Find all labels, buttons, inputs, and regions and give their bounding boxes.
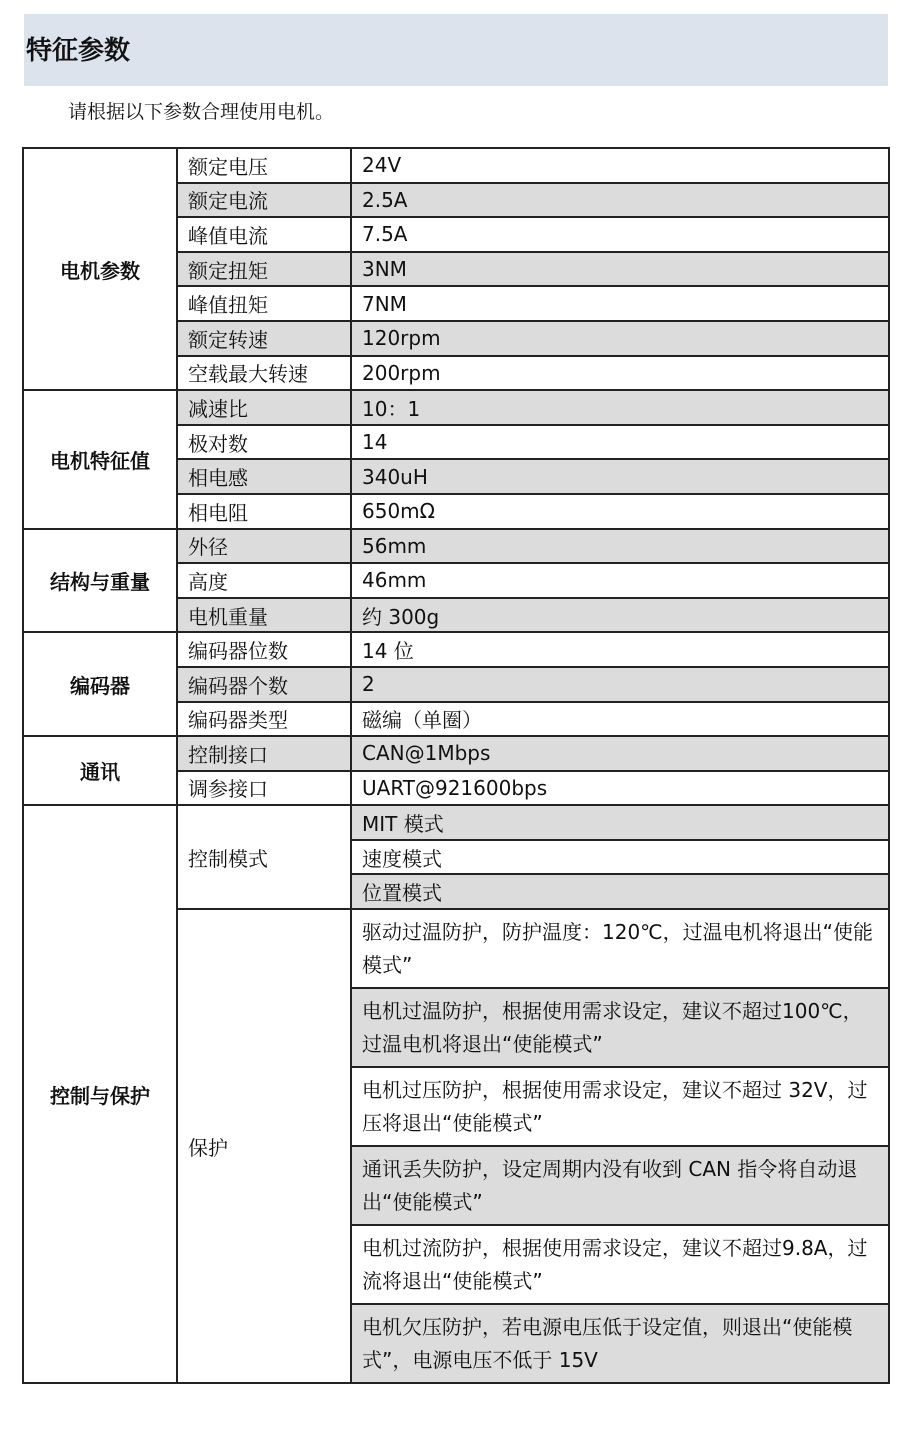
row-value: 2 xyxy=(351,667,889,702)
row-label: 控制接口 xyxy=(177,736,351,771)
row-value: 7NM xyxy=(351,286,889,321)
section-title: 特征参数 xyxy=(26,36,131,66)
row-label: 额定扭矩 xyxy=(177,252,351,287)
table-row xyxy=(23,632,889,667)
row-value: 7.5A xyxy=(351,217,889,252)
row-label: 编码器类型 xyxy=(177,702,351,737)
group-structure-weight: 结构与重量 xyxy=(23,529,177,633)
row-label: 电机重量 xyxy=(177,598,351,633)
row-value: CAN@1Mbps xyxy=(351,736,889,771)
group-control-protection: 控制与保护 xyxy=(23,805,177,1383)
row-value: 200rpm xyxy=(351,356,889,391)
row-value: 10：1 xyxy=(351,390,889,425)
row-value: 2.5A xyxy=(351,183,889,218)
row-label: 峰值扭矩 xyxy=(177,286,351,321)
protection-label: 保护 xyxy=(177,909,351,1383)
protection-item: 电机过流防护，根据使用需求设定，建议不超过9.8A，过流将退出“使能模式” xyxy=(351,1225,889,1304)
row-label: 极对数 xyxy=(177,425,351,460)
protection-item: 驱动过温防护，防护温度：120℃，过温电机将退出“使能模式” xyxy=(351,909,889,988)
row-value: 24V xyxy=(351,148,889,183)
row-value: 约 300g xyxy=(351,598,889,633)
group-encoder: 编码器 xyxy=(23,632,177,736)
row-label: 相电阻 xyxy=(177,494,351,529)
row-label: 高度 xyxy=(177,563,351,598)
row-label: 额定电压 xyxy=(177,148,351,183)
group-motor-params: 电机参数 xyxy=(23,148,177,390)
row-value: 磁编（单圈） xyxy=(351,702,889,737)
row-label: 相电感 xyxy=(177,459,351,494)
control-mode-value: MIT 模式 xyxy=(351,805,889,840)
row-label: 减速比 xyxy=(177,390,351,425)
row-label: 空载最大转速 xyxy=(177,356,351,391)
table-row xyxy=(23,148,889,183)
group-motor-features: 电机特征值 xyxy=(23,390,177,528)
row-label: 额定转速 xyxy=(177,321,351,356)
intro-text: 请根据以下参数合理使用电机。 xyxy=(68,101,335,123)
row-value: 14 xyxy=(351,425,889,460)
row-value: 46mm xyxy=(351,563,889,598)
protection-item: 通讯丢失防护，设定周期内没有收到 CAN 指令将自动退出“使能模式” xyxy=(351,1146,889,1225)
row-label: 峰值电流 xyxy=(177,217,351,252)
table-row xyxy=(23,529,889,564)
table-row xyxy=(23,736,889,771)
control-mode-label: 控制模式 xyxy=(177,805,351,909)
row-label: 外径 xyxy=(177,529,351,564)
row-value: 14 位 xyxy=(351,632,889,667)
row-label: 编码器位数 xyxy=(177,632,351,667)
row-label: 编码器个数 xyxy=(177,667,351,702)
section-heading xyxy=(24,14,888,86)
row-value: 3NM xyxy=(351,252,889,287)
protection-item: 电机过压防护，根据使用需求设定，建议不超过 32V，过压将退出“使能模式” xyxy=(351,1067,889,1146)
row-value: 120rpm xyxy=(351,321,889,356)
table-row xyxy=(23,805,889,840)
row-label: 额定电流 xyxy=(177,183,351,218)
row-label: 调参接口 xyxy=(177,771,351,806)
control-mode-value: 位置模式 xyxy=(351,874,889,909)
row-value: 56mm xyxy=(351,529,889,564)
table-row xyxy=(23,390,889,425)
group-communication: 通讯 xyxy=(23,736,177,805)
row-value: 340uH xyxy=(351,459,889,494)
protection-item: 电机欠压防护，若电源电压低于设定值，则退出“使能模式”，电源电压不低于 15V xyxy=(351,1304,889,1383)
row-value: 650mΩ xyxy=(351,494,889,529)
protection-item: 电机过温防护，根据使用需求设定，建议不超过100℃，过温电机将退出“使能模式” xyxy=(351,988,889,1067)
spec-table xyxy=(22,147,890,1384)
control-mode-value: 速度模式 xyxy=(351,840,889,875)
row-value: UART@921600bps xyxy=(351,771,889,806)
